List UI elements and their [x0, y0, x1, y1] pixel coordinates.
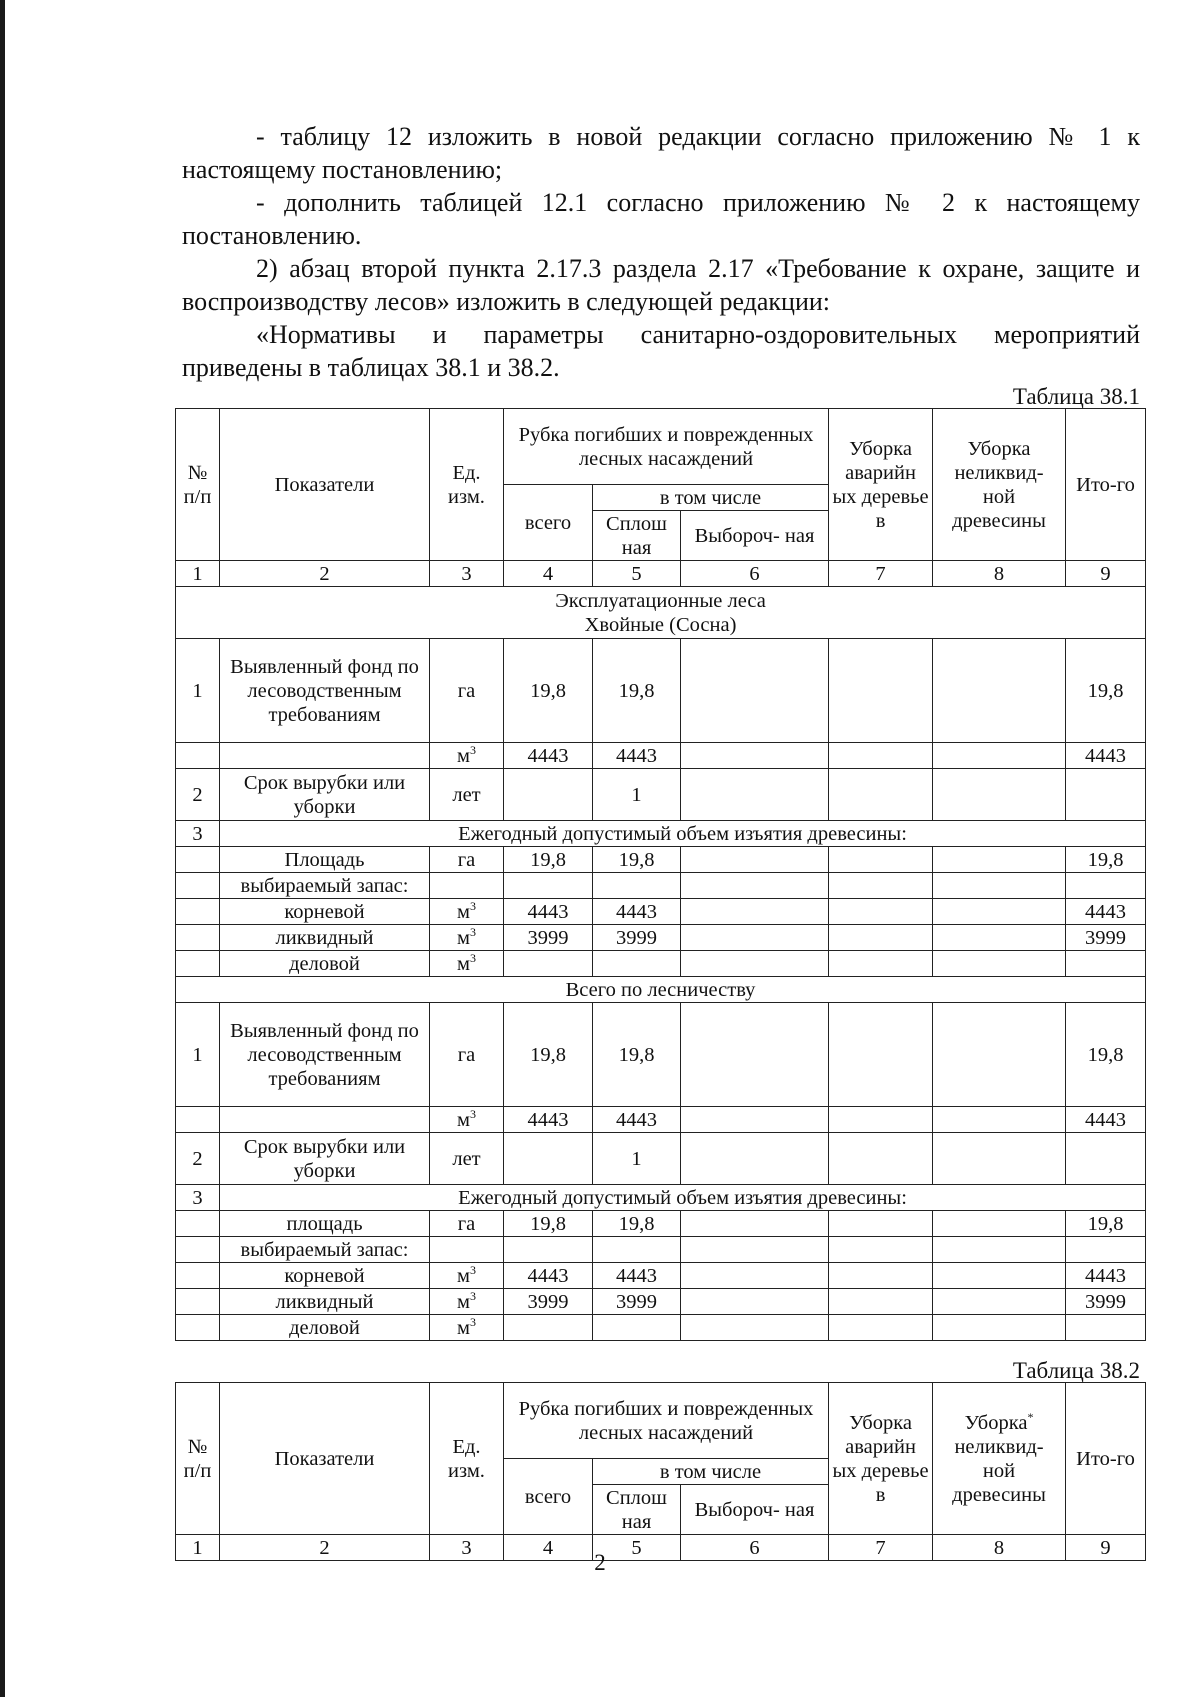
header-selective: Выбороч- ная: [681, 511, 829, 561]
paragraph-1: - таблицу 12 изложить в новой редакции согласно приложению № 1 к настоящему постановлению;: [182, 122, 1140, 184]
cell-itogo: 19,8: [1066, 1003, 1146, 1107]
cell-itogo: 4443: [1066, 743, 1146, 769]
col-number: 6: [681, 1535, 829, 1561]
row-label: Срок вырубки или уборки: [220, 769, 430, 821]
row-num: 2: [176, 1133, 220, 1185]
table-row: [176, 743, 1146, 769]
row-unit: $м^3$: [430, 1315, 504, 1341]
header-num: № п/п: [176, 409, 220, 561]
table-row: [176, 639, 1146, 743]
row-unit: га: [430, 639, 504, 743]
table-row: [176, 1185, 1146, 1211]
row-label: ликвидный: [220, 925, 430, 951]
cell-total: 19,8: [504, 1211, 593, 1237]
section-title-line: Эксплуатационные леса: [555, 589, 766, 612]
header-total-all: всего: [504, 1459, 593, 1535]
page-number: 2: [594, 1550, 606, 1575]
header-felling: Рубка погибших и поврежденных лесных насаждений: [504, 1383, 829, 1459]
row-label: деловой: [220, 951, 430, 977]
table-row: [176, 769, 1146, 821]
table-row: [176, 925, 1146, 951]
table-row: [176, 821, 1146, 847]
cell-total: 19,8: [504, 847, 593, 873]
section-title: [176, 587, 1146, 639]
cell-clear: 19,8: [593, 847, 681, 873]
header-indicators: Показатели: [220, 1383, 430, 1535]
row-unit: лет: [430, 1133, 504, 1185]
header-unit: Ед. изм.: [430, 409, 504, 561]
header-itogo: Ито-го: [1066, 1383, 1146, 1535]
cell-clear: 4443: [593, 1263, 681, 1289]
cell-itogo: 19,8: [1066, 847, 1146, 873]
table-38-2: [175, 1382, 1146, 1561]
row-label: Срок вырубки или уборки: [220, 1133, 430, 1185]
cell-clear: 4443: [593, 743, 681, 769]
row-label: деловой: [220, 1315, 430, 1341]
cell-clear: 19,8: [593, 1003, 681, 1107]
col-number: 8: [933, 1535, 1066, 1561]
paragraph-2: - дополнить таблицей 12.1 согласно приложению № 2 к настоящему постановлению.: [182, 188, 1140, 250]
col-number: 9: [1066, 561, 1146, 587]
cell-itogo: 19,8: [1066, 639, 1146, 743]
header-felling: Рубка погибших и поврежденных лесных насаждений: [504, 409, 829, 485]
cell-total: 19,8: [504, 1003, 593, 1107]
cell-clear: 3999: [593, 925, 681, 951]
row-label: выбираемый запас:: [220, 873, 430, 899]
section-title: Всего по лесничеству: [176, 977, 1146, 1003]
paragraph-4: «Нормативы и параметры санитарно-оздоровительных мероприятий приведены в таблицах 38.1 и 38.2.: [182, 320, 1140, 382]
row-label: корневой: [220, 899, 430, 925]
cell-itogo: 3999: [1066, 1289, 1146, 1315]
cell-clear: 19,8: [593, 639, 681, 743]
row-label: Ежегодный допустимый объем изъятия древесины:: [220, 821, 1146, 847]
header-illiquid: Уборка* неликвид- ной древесины: [933, 1383, 1066, 1535]
col-number: 8: [933, 561, 1066, 587]
row-unit: га: [430, 1211, 504, 1237]
col-number: 7: [829, 1535, 933, 1561]
cell-total: 3999: [504, 925, 593, 951]
row-num: 3: [176, 821, 220, 847]
col-number: 9: [1066, 1535, 1146, 1561]
col-number: 2: [220, 1535, 430, 1561]
table-row: [176, 1133, 1146, 1185]
header-including: в том числе: [593, 485, 829, 511]
cell-total: 4443: [504, 1107, 593, 1133]
cell-total: 4443: [504, 743, 593, 769]
row-unit: $м^3$: [430, 743, 504, 769]
row-label: корневой: [220, 1263, 430, 1289]
row-label: выбираемый запас:: [220, 1237, 430, 1263]
header-itogo: Ито-го: [1066, 409, 1146, 561]
cell-clear: 1: [593, 769, 681, 821]
table-caption-38-2: Таблица 38.2: [1012, 1358, 1140, 1383]
scan-edge: [0, 0, 5, 1697]
row-unit: га: [430, 847, 504, 873]
cell-total: 4443: [504, 1263, 593, 1289]
row-unit: $м^3$: [430, 1289, 504, 1315]
cell-total: 4443: [504, 899, 593, 925]
col-number: 5: [593, 1535, 681, 1561]
header-emergency: Уборка аварийн ых деревье в: [829, 1383, 933, 1535]
header-clear: Сплош ная: [593, 1485, 681, 1535]
cell-total: 3999: [504, 1289, 593, 1315]
row-unit: $м^3$: [430, 1263, 504, 1289]
col-number: 7: [829, 561, 933, 587]
header-num: № п/п: [176, 1383, 220, 1535]
header-including: в том числе: [593, 1459, 829, 1485]
row-num: 2: [176, 769, 220, 821]
row-label: Выявленный фонд по лесоводственным требованиям: [220, 639, 430, 743]
row-num: 1: [176, 639, 220, 743]
col-number: 4: [504, 561, 593, 587]
header-unit: Ед. изм.: [430, 1383, 504, 1535]
table-row: [176, 1211, 1146, 1237]
row-num: 3: [176, 1185, 220, 1211]
row-num: 1: [176, 1003, 220, 1107]
table-caption-38-1: Таблица 38.1: [1012, 384, 1140, 409]
row-unit: $м^3$: [430, 1107, 504, 1133]
col-number: 1: [176, 1535, 220, 1561]
table-row: [176, 1107, 1146, 1133]
row-unit: лет: [430, 769, 504, 821]
header-selective: Выбороч- ная: [681, 1485, 829, 1535]
col-number: 6: [681, 561, 829, 587]
cell-clear: 4443: [593, 899, 681, 925]
table-row: [176, 951, 1146, 977]
col-number: 2: [220, 561, 430, 587]
section-subtitle-line: Хвойные (Сосна): [584, 613, 737, 636]
table-row: [176, 847, 1146, 873]
col-number: 4: [504, 1535, 593, 1561]
header-total-all: всего: [504, 485, 593, 561]
row-unit: $м^3$: [430, 899, 504, 925]
cell-total: 19,8: [504, 639, 593, 743]
table-row: [176, 1289, 1146, 1315]
cell-itogo: 19,8: [1066, 1211, 1146, 1237]
table-row: [176, 1315, 1146, 1341]
col-number: 3: [430, 561, 504, 587]
table-38-1: [175, 408, 1146, 1341]
header-illiquid: Уборка неликвид- ной древесины: [933, 409, 1066, 561]
cell-clear: 3999: [593, 1289, 681, 1315]
col-number-row: [176, 561, 1146, 587]
header-emergency: Уборка аварийн ых деревье в: [829, 409, 933, 561]
row-unit: га: [430, 1003, 504, 1107]
table-row: [176, 873, 1146, 899]
cell-clear: 19,8: [593, 1211, 681, 1237]
row-label: Ежегодный допустимый объем изъятия древесины:: [220, 1185, 1146, 1211]
row-label: Выявленный фонд по лесоводственным требованиям: [220, 1003, 430, 1107]
cell-clear: 4443: [593, 1107, 681, 1133]
table-row: [176, 1003, 1146, 1107]
header-indicators: Показатели: [220, 409, 430, 561]
row-label: площадь: [220, 1211, 430, 1237]
cell-itogo: 4443: [1066, 1107, 1146, 1133]
cell-itogo: 3999: [1066, 925, 1146, 951]
row-unit: $м^3$: [430, 925, 504, 951]
row-label: ликвидный: [220, 1289, 430, 1315]
col-number: 1: [176, 561, 220, 587]
row-label: Площадь: [220, 847, 430, 873]
paragraph-3: 2) абзац второй пункта 2.17.3 раздела 2.17 «Требование к охране, защите и воспроизводству лесов» изложить в следующей редакции:: [182, 254, 1140, 316]
cell-itogo: 4443: [1066, 1263, 1146, 1289]
cell-clear: 1: [593, 1133, 681, 1185]
cell-itogo: 4443: [1066, 899, 1146, 925]
header-clear: Сплош ная: [593, 511, 681, 561]
table-row: [176, 899, 1146, 925]
row-unit: $м^3$: [430, 951, 504, 977]
table-row: [176, 1263, 1146, 1289]
col-number: 5: [593, 561, 681, 587]
col-number: 3: [430, 1535, 504, 1561]
table-row: [176, 1237, 1146, 1263]
